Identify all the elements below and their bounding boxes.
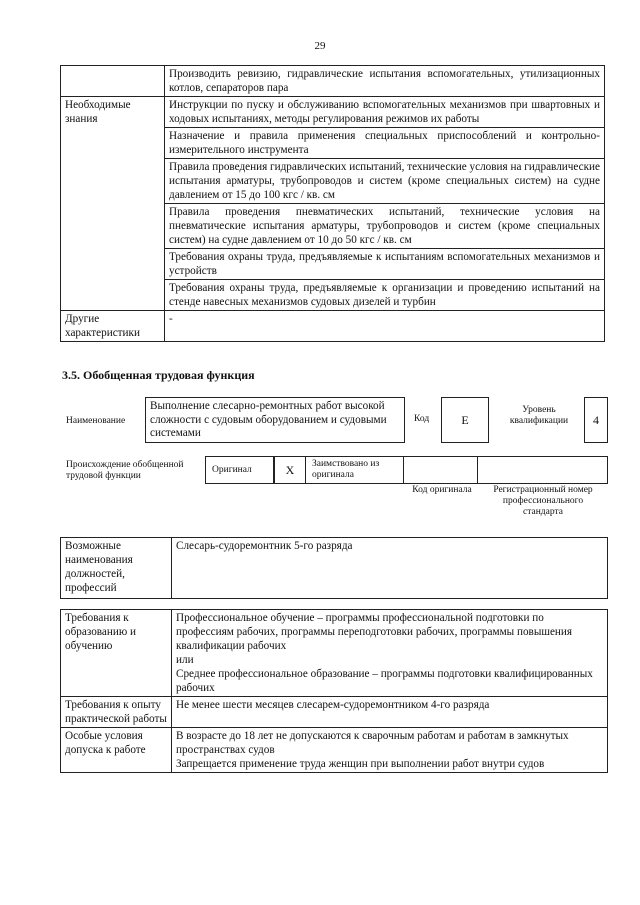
knowledge-item: Правила проведения пневматических испытаний, технические условия на пневматические испытания арматуры, трубопроводов и систем (кроме специальных систем) на судне давлением от 10 до 50 кгс / кв. см (165, 204, 605, 249)
knowledge-item: Правила проведения гидравлических испытаний, технические условия на гидравлические испытания арматуры, трубопроводов и систем (кроме специальных систем) на судне давлением от 15 до 100 кгс / кв. см (165, 159, 605, 204)
table-row (61, 311, 605, 342)
special-cell (172, 728, 608, 773)
original-mark: X (274, 456, 306, 484)
level-box: 4 (584, 397, 608, 443)
original-code-label: Код оригинала (412, 485, 472, 495)
empty-cell (61, 66, 165, 97)
education-line: Профессиональное обучение – программы профессиональной подготовки по профессиям рабочих, программы переподготовки рабочих, программы повышения квалификации рабочих (176, 612, 573, 652)
table-row (61, 66, 605, 97)
table-row (61, 610, 608, 697)
function-name-box: Выполнение слесарно-ремонтных работ высокой сложности с судовым оборудованием и судовыми системами (145, 397, 405, 443)
table-row (61, 697, 608, 728)
special-line: Запрещается применение труда женщин при выполнении работ внутри судов (176, 758, 545, 770)
section-heading: 3.5. Обобщенная трудовая функция (62, 368, 255, 382)
origin-label: Происхождение обобщенной трудовой функции (66, 460, 184, 481)
positions-value: Слесарь-судоремонтник 5-го разряда (172, 538, 608, 599)
knowledge-item: Требования охраны труда, предъявляемые к организации и проведению испытаний на стенде навесных механизмов судовых дизелей и турбин (165, 280, 605, 311)
experience-value: Не менее шести месяцев слесарем-судоремонтником 4-го разряда (172, 697, 608, 728)
special-label: Особые условия допуска к работе (61, 728, 172, 773)
code-label: Код (414, 414, 430, 424)
experience-label: Требования к опыту практической работы (61, 697, 172, 728)
education-label: Требования к образованию и обучению (61, 610, 172, 697)
education-line: или (176, 654, 194, 666)
requirements-table (60, 609, 608, 773)
level-label: Уровень квалификации (509, 405, 569, 426)
name-label: Наименование (66, 416, 126, 426)
borrowed-label: Заимствовано из оригинала (312, 459, 380, 480)
original-code-cell (403, 456, 478, 484)
positions-table (60, 537, 608, 599)
knowledge-item: Требования охраны труда, предъявляемые к испытаниям вспомогательных механизмов и устройств (165, 249, 605, 280)
other-value: - (165, 311, 605, 342)
special-line: В возрасте до 18 лет не допускаются к сварочным работам и работам в замкнутых пространствах судов (176, 730, 569, 756)
table-row (61, 538, 608, 599)
knowledge-item: Назначение и правила применения специальных приспособлений и контрольно-измерительного инструмента (165, 128, 605, 159)
table-row (61, 728, 608, 773)
code-box: E (441, 397, 489, 443)
knowledge-label: Необходимые знания (61, 97, 165, 311)
education-line: Среднее профессиональное образование – программы подготовки квалифицированных рабочих (176, 668, 593, 694)
continued-action-cell: Производить ревизию, гидравлические испытания вспомогательных, утилизационных котлов, сепараторов пара (165, 66, 605, 97)
table-row (61, 97, 605, 128)
knowledge-item: Инструкции по пуску и обслуживанию вспомогательных механизмов при швартовных и ходовых испытаниях, методы регулирования режимов их работы (165, 97, 605, 128)
education-cell (172, 610, 608, 697)
reg-number-label: Регистрационный номер профессионального стандарта (493, 485, 593, 517)
positions-label: Возможные наименования должностей, профессий (61, 538, 172, 599)
other-label: Другие характеристики (61, 311, 165, 342)
knowledge-table (60, 65, 605, 342)
page-number: 29 (314, 40, 326, 52)
original-label: Оригинал (212, 465, 252, 475)
